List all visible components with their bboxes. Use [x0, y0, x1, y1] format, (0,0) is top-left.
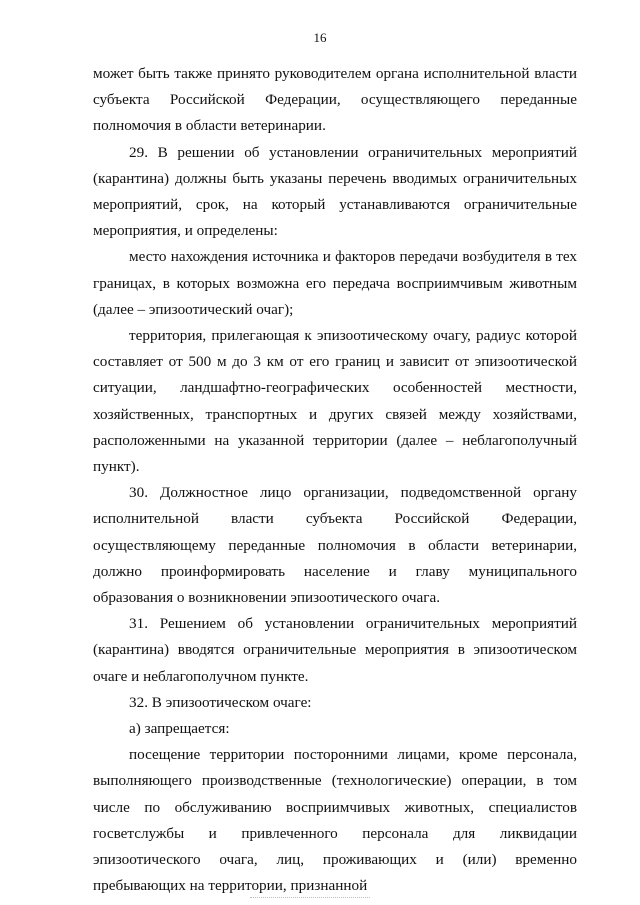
subitem-a: а) запрещается: — [129, 720, 230, 738]
paragraph-continuation: может быть также принято руководителем органа исполнительной власти субъекта Российской Федерации, осуществляющего переданные полномочия в области ветеринарии. — [93, 65, 577, 135]
document-body — [93, 61, 577, 900]
paragraph-29: 29. В решении об установлении ограничительных мероприятий (карантина) должны быть указаны перечень вводимых ограничительных мероприятий, срок, на который устанавливаются ограничительные мероприятия, и определены: — [93, 143, 577, 240]
paragraph-episootic-focus: место нахождения источника и факторов передачи возбудителя в тех границах, в которых возможна его передача восприимчивым животным (далее – эпизоотический очаг); — [93, 248, 577, 318]
page-number: 16 — [313, 30, 327, 45]
paragraph-unfavorable-point: территория, прилегающая к эпизоотическому очагу, радиус которой составляет от 500 м до 3 км от его границ и зависит от эпизоотической ситуации, ландшафтно-географических особенностей местности, хозяйственных, транспортных и других связей между хозяйствами, расположенными на указанной территории (далее – неблагополучный пункт). — [93, 327, 577, 476]
scan-edge-mark — [250, 897, 370, 899]
paragraph-31: 31. Решением об установлении ограничительных мероприятий (карантина) вводятся ограничительные мероприятия в эпизоотическом очаге и неблагополучном пункте. — [93, 615, 577, 685]
paragraph-visiting-ban: посещение территории посторонними лицами, кроме персонала, выполняющего производственные (технологические) операции, в том числе по обслуживанию восприимчивых животных, специалистов госветслужбы и привлеченного персонала для ликвидации эпизоотического очага, лиц, проживающих и (или) временно пребывающих на территории, признанной — [93, 746, 577, 895]
paragraph-32: 32. В эпизоотическом очаге: — [129, 693, 312, 711]
paragraph-30: 30. Должностное лицо организации, подведомственной органу исполнительной власти субъекта Российской Федерации, осуществляющему переданные полномочия в области ветеринарии, должно проинформировать население и главу муниципального образования о возникновении эпизоотического очага. — [93, 484, 577, 607]
